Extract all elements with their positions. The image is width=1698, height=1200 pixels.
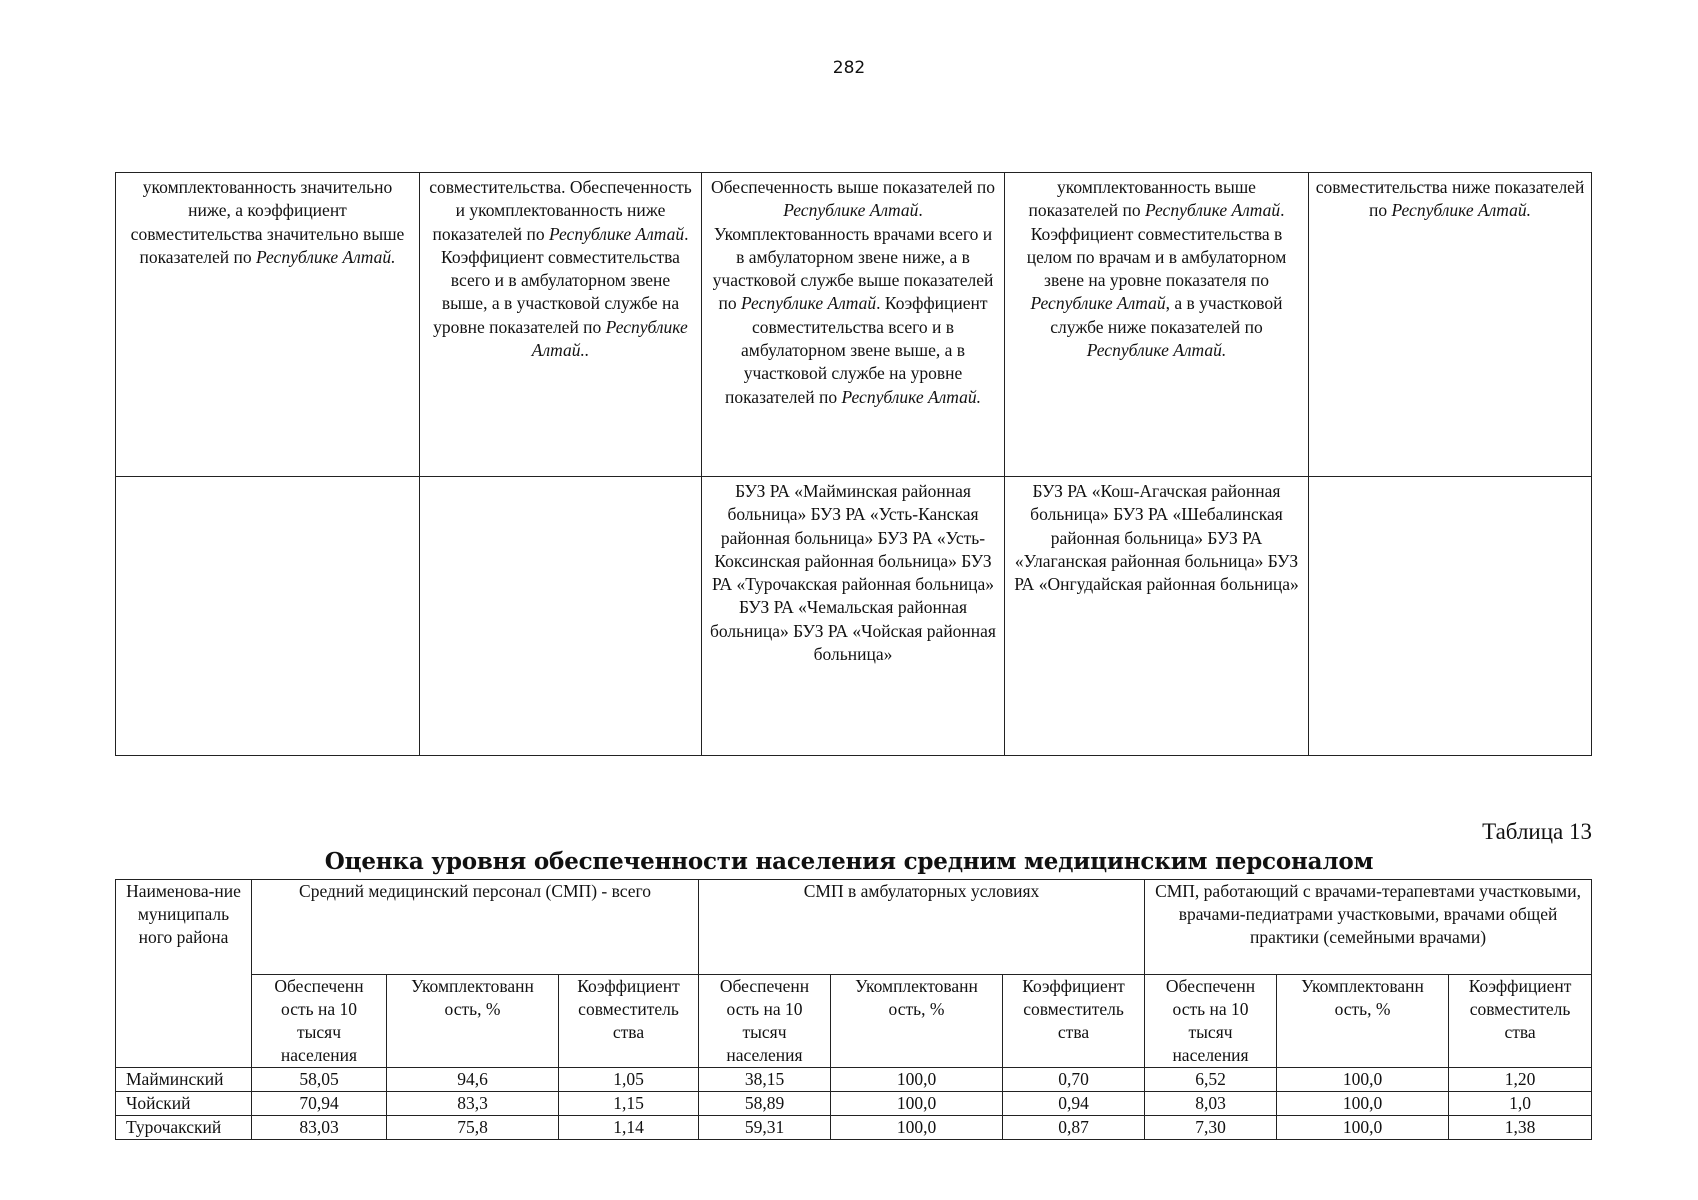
table-cell: 1,15 (559, 1092, 699, 1116)
table-cell: укомплектованность выше показателей по Республике Алтай. Коэффициент совместительства в целом по врачам и в амбулаторном звене на уровне показателя по Республике Алтай, а в участковой службе ниже показателей по Республике Алтай. (1005, 173, 1309, 477)
table-cell: 83,3 (387, 1092, 559, 1116)
table-cell: 100,0 (1277, 1068, 1449, 1092)
table-cell: 58,05 (252, 1068, 387, 1092)
column-header-district: Наименова-ние муниципаль ного района (116, 880, 252, 1068)
column-header: Укомплектованн ость, % (831, 975, 1003, 1068)
table-cell (116, 477, 420, 756)
table-row (116, 477, 1592, 756)
table-cell: 8,03 (1145, 1092, 1277, 1116)
district-name: Чойский (116, 1092, 252, 1116)
column-header: Обеспеченн ость на 10 тысяч населения (252, 975, 387, 1068)
column-header: Коэффициент совместитель ства (1449, 975, 1592, 1068)
table-cell: 1,20 (1449, 1068, 1592, 1092)
column-header: Обеспеченн ость на 10 тысяч населения (699, 975, 831, 1068)
table-cell: 58,89 (699, 1092, 831, 1116)
table-row (116, 1068, 1592, 1092)
table-cell: 100,0 (1277, 1092, 1449, 1116)
table-cell: 0,70 (1003, 1068, 1145, 1092)
district-name: Майминский (116, 1068, 252, 1092)
table-cell: 38,15 (699, 1068, 831, 1092)
table-cell: 94,6 (387, 1068, 559, 1092)
table-cell: 7,30 (1145, 1116, 1277, 1140)
header-row (116, 880, 1592, 975)
column-header: Коэффициент совместитель ства (1003, 975, 1145, 1068)
district-name: Турочакский (116, 1116, 252, 1140)
table-cell: Обеспеченность выше показателей по Республике Алтай. Укомплектованность врачами всего и в амбулаторном звене ниже, а в участковой службе выше показателей по Республике Алтай. Коэффициент совместительства всего и в амбулаторном звене выше, а в участковой службе на уровне показателей по Республике Алтай. (702, 173, 1005, 477)
table-cell: БУЗ РА «Кош-Агачская районная больница» БУЗ РА «Шебалинская районная больница» БУЗ РА «Улаганская районная больница» БУЗ РА «Онгудайская районная больница» (1005, 477, 1309, 756)
table-cell (420, 477, 702, 756)
table-cell: совместительства. Обеспеченность и укомплектованность ниже показателей по Республике Алтай. Коэффициент совместительства всего и в амбулаторном звене выше, а в участковой службе на уровне показателей по Республике Алтай.. (420, 173, 702, 477)
continued-assessment-table (115, 172, 1592, 756)
column-header: Укомплектованн ость, % (1277, 975, 1449, 1068)
table-cell: 83,03 (252, 1116, 387, 1140)
table-cell: 0,87 (1003, 1116, 1145, 1140)
table-cell: 1,14 (559, 1116, 699, 1140)
table-cell: 1,38 (1449, 1116, 1592, 1140)
table-cell: 0,94 (1003, 1092, 1145, 1116)
table-cell: 6,52 (1145, 1068, 1277, 1092)
table-row (116, 173, 1592, 477)
table-cell: совместительства ниже показателей по Республике Алтай. (1309, 173, 1592, 477)
table-cell: 75,8 (387, 1116, 559, 1140)
table-cell: 100,0 (831, 1116, 1003, 1140)
table-row (116, 1116, 1592, 1140)
table-cell: 100,0 (1277, 1116, 1449, 1140)
table-row (116, 1092, 1592, 1116)
table-cell: 70,94 (252, 1092, 387, 1116)
table-cell: 100,0 (831, 1092, 1003, 1116)
table-label: Таблица 13 (1482, 819, 1592, 844)
group-header: СМП в амбулаторных условиях (699, 880, 1145, 975)
staffing-table (115, 879, 1592, 1140)
table-cell (1309, 477, 1592, 756)
subheader-row (116, 975, 1592, 1068)
group-header: СМП, работающий с врачами-терапевтами участковыми, врачами-педиатрами участковыми, врачами общей практики (семейными врачами) (1145, 880, 1592, 975)
page-number: 282 (832, 58, 866, 78)
table-cell: укомплектованность значительно ниже, а коэффициент совместительства значительно выше показателей по Республике Алтай. (116, 173, 420, 477)
table-cell: 1,0 (1449, 1092, 1592, 1116)
table-cell: 1,05 (559, 1068, 699, 1092)
column-header: Коэффициент совместитель ства (559, 975, 699, 1068)
column-header: Обеспеченн ость на 10 тысяч населения (1145, 975, 1277, 1068)
table-cell: 100,0 (831, 1068, 1003, 1092)
table-cell: 59,31 (699, 1116, 831, 1140)
group-header: Средний медицинский персонал (СМП) - всего (252, 880, 699, 975)
column-header: Укомплектованн ость, % (387, 975, 559, 1068)
table-title: Оценка уровня обеспеченности населения средним медицинским персоналом (324, 848, 1374, 875)
table-cell: БУЗ РА «Майминская районная больница» БУЗ РА «Усть-Канская районная больница» БУЗ РА «Усть-Коксинская районная больница» БУЗ РА «Турочакская районная больница» БУЗ РА «Чемальская районная больница» БУЗ РА «Чойская районная больница» (702, 477, 1005, 756)
